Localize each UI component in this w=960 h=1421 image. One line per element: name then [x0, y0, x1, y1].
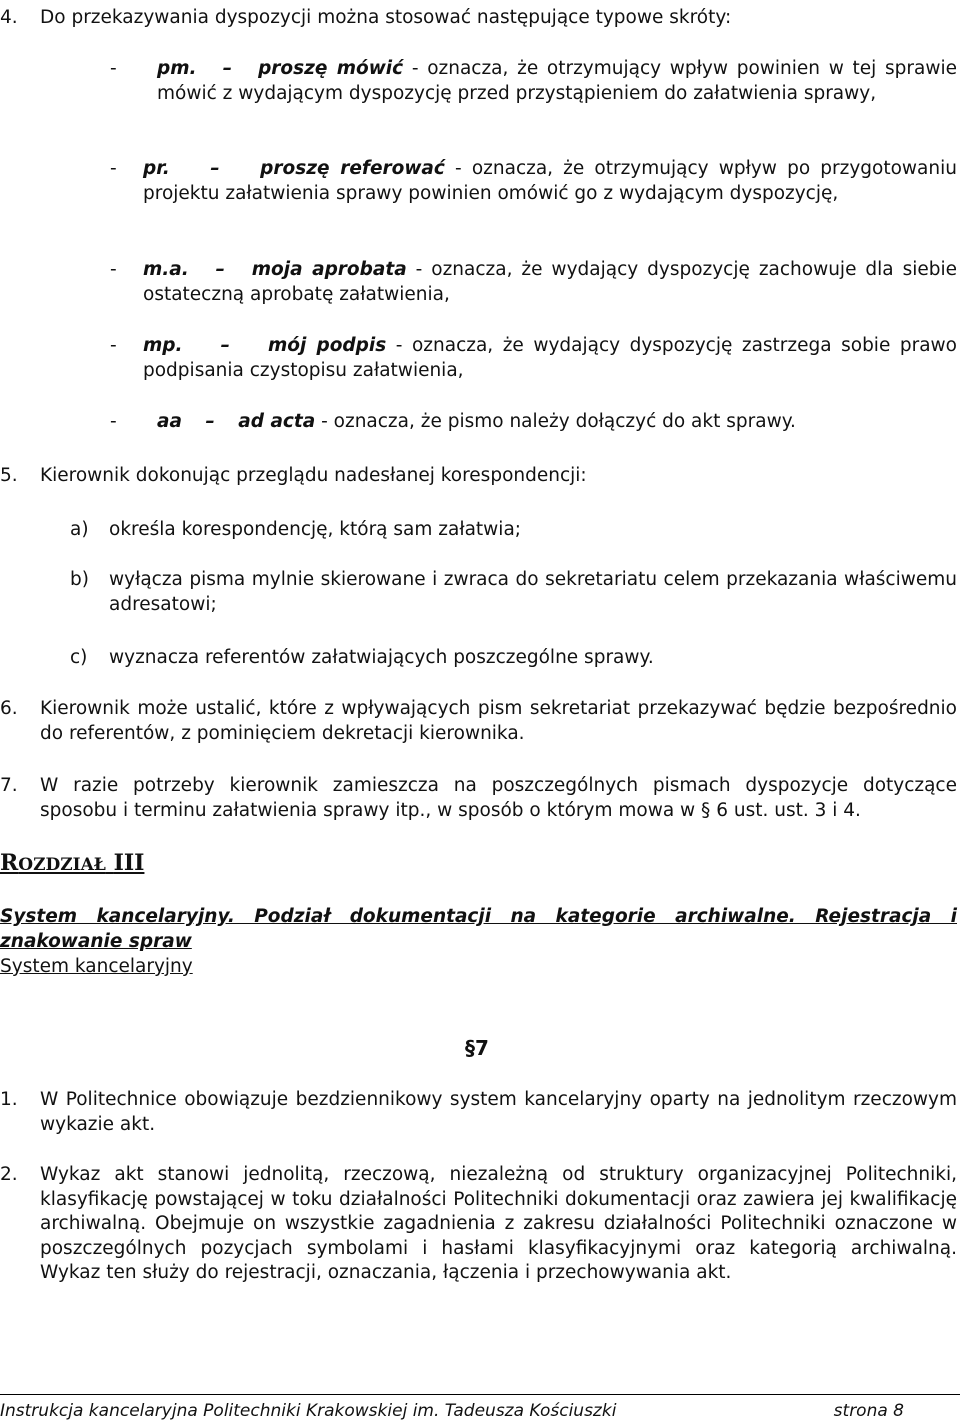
footer-page-number: strona 8 [833, 1401, 904, 1421]
shortcut-ma-sep: – [215, 259, 225, 280]
shortcut-aa-dash: - [110, 411, 117, 432]
shortcut-ma-term: moja aprobata [251, 259, 407, 280]
shortcut-mp-term: mój podpis [268, 335, 387, 356]
footer-rule [0, 1394, 960, 1395]
page-footer [0, 1394, 960, 1421]
item-5a-label: a) [70, 519, 89, 540]
chapter-first-letter: R [0, 850, 19, 876]
chapter-label: OZDZIAŁ [18, 855, 106, 875]
p2-text: Wykaz akt stanowi jednolitą, rzeczową, niezależną od struktury organizacyjnej Politechniki, klasyfikację powstającej w toku działalności Politechniki dokumentacji oraz zawiera jej kwalifikację archiwalną. Obejmuje on wszystkie zagadnienia z zakresu działalności Politechniki oznaczone w poszczególnych pozycjach symbolami i hasłami klasyfikacyjnymi oraz kategorią archiwalną. Wykaz ten służy do rejestracji, oznaczania, łączenia i przechowywania akt. [40, 1164, 957, 1283]
item-5c-label: c) [70, 647, 88, 668]
shortcut-aa-desc: - oznacza, że pismo należy dołączyć do akt sprawy. [315, 411, 796, 432]
section-subtitle: System kancelaryjny [0, 956, 193, 977]
item-6-text: Kierownik może ustalić, które z wpływających pism sekretariat przekazywać będzie bezpośrednio do referentów, z pominięciem dekretacji kierownika. [40, 698, 957, 744]
shortcut-mp [143, 334, 957, 383]
shortcut-mp-abbr: mp. [143, 335, 183, 356]
shortcut-mp-sep: – [220, 335, 230, 356]
item-5-text: Kierownik dokonując przeglądu nadesłanej korespondencji: [40, 465, 587, 486]
shortcut-pr [143, 157, 957, 206]
shortcut-aa [157, 410, 957, 435]
shortcut-pr-abbr: pr. [143, 158, 170, 179]
item-4-text: Do przekazywania dyspozycji można stosować następujące typowe skróty: [40, 7, 732, 28]
shortcut-ma-desc: - oznacza, że wydający dyspozycję zachowuje dla siebie ostateczną aprobatę załatwienia, [143, 259, 957, 305]
shortcut-pm-abbr: pm. [157, 58, 197, 79]
shortcut-pr-sep: – [210, 158, 220, 179]
paragraph-symbol: §7 [465, 1036, 489, 1060]
p2-number: 2. [0, 1164, 18, 1185]
shortcut-aa-term: ad acta [238, 411, 316, 432]
shortcut-pm-dash: - [110, 58, 117, 79]
item-7-text: W razie potrzeby kierownik zamieszcza na poszczególnych pismach dyspozycje dotyczące sposobu i terminu załatwienia sprawy itp., w sposób o którym mowa w § 6 ust. ust. 3 i 4. [40, 775, 957, 821]
shortcut-pr-desc: - oznacza, że otrzymujący wpływ po przygotowaniu projektu załatwienia sprawy powinien omówić go z wydającym dyspozycję, [143, 158, 957, 204]
item-5b-label: b) [70, 569, 89, 590]
shortcut-pm-desc: - oznacza, że otrzymujący wpływ powinien w tej sprawie mówić z wydającym dyspozycję przed przystąpieniem do załatwienia sprawy, [157, 58, 957, 104]
shortcut-aa-sep: – [205, 411, 215, 432]
item-5b-text: wyłącza pisma mylnie skierowane i zwraca do sekretariatu celem przekazania właściwemu adresatowi; [109, 569, 957, 615]
item-7-number: 7. [0, 775, 18, 796]
chapter-roman: III [113, 850, 145, 876]
shortcut-ma-abbr: m.a. [143, 259, 189, 280]
shortcut-aa-abbr: aa [157, 411, 182, 432]
item-5-number: 5. [0, 465, 18, 486]
p1-number: 1. [0, 1089, 18, 1110]
shortcut-pm [157, 57, 957, 106]
shortcut-ma-dash: - [110, 259, 117, 280]
shortcut-mp-desc: - oznacza, że wydający dyspozycję zastrzega sobie prawo podpisania czystopisu załatwienia, [143, 335, 957, 381]
chapter-title: System kancelaryjny. Podział dokumentacji na kategorie archiwalne. Rejestracja i znakowanie spraw [0, 906, 957, 952]
shortcut-pm-term: proszę mówić [258, 58, 404, 79]
item-5c-text: wyznacza referentów załatwiających poszczególne sprawy. [109, 647, 654, 668]
footer-text: Instrukcja kancelaryjna Politechniki Krakowskiej im. Tadeusza Kościuszki [0, 1401, 617, 1421]
shortcut-pr-dash: - [110, 158, 117, 179]
shortcut-ma [143, 258, 957, 307]
shortcut-pm-sep: – [222, 58, 232, 79]
item-5a-text: określa korespondencję, którą sam załatwia; [109, 519, 522, 540]
item-6-number: 6. [0, 698, 18, 719]
item-4-number: 4. [0, 7, 18, 28]
shortcut-pr-term: proszę referować [260, 158, 445, 179]
shortcut-mp-dash: - [110, 335, 117, 356]
p1-text: W Politechnice obowiązuje bezdziennikowy system kancelaryjny oparty na jednolitym rzeczowym wykazie akt. [40, 1089, 957, 1135]
chapter-heading [0, 851, 144, 878]
